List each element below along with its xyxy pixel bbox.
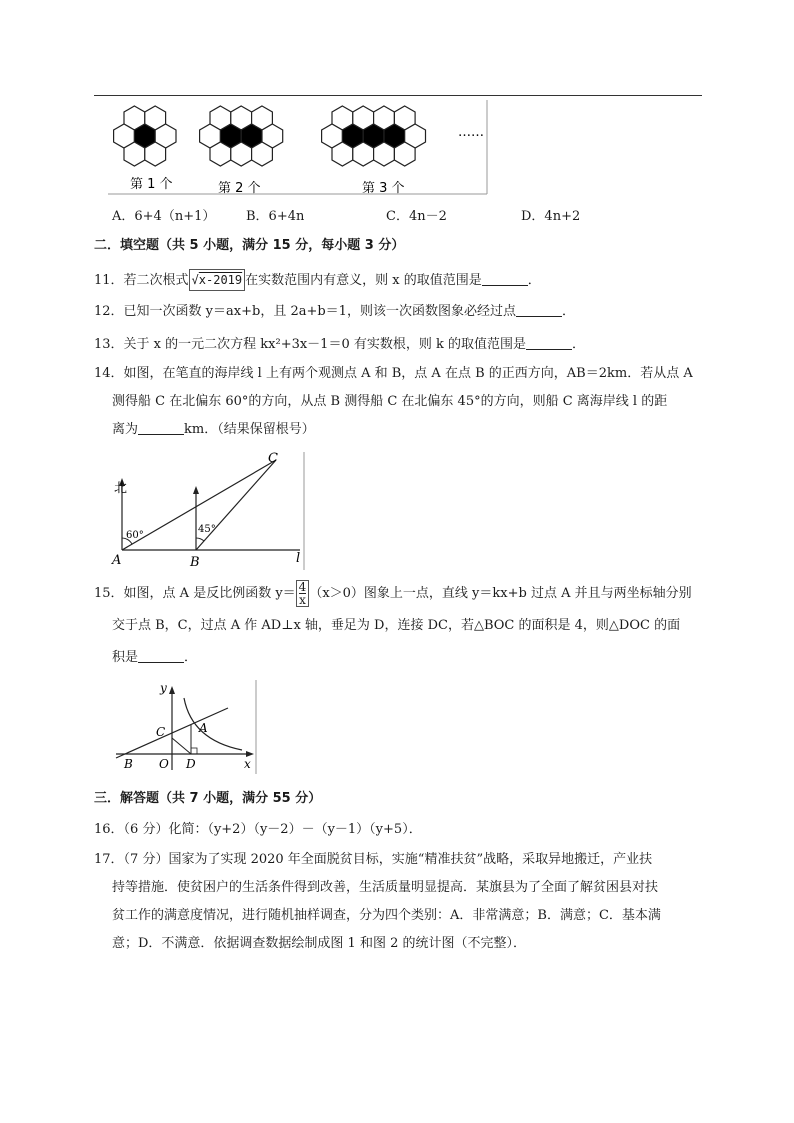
section-2-title: 二．填空题（共 5 小题，满分 15 分，每小题 3 分）: [94, 238, 405, 253]
pattern-label-2: 第 2 个: [218, 181, 261, 196]
hexagon-2: [252, 142, 273, 166]
q14-angle-b: 45°: [198, 524, 216, 535]
section-3-title: 三．解答题（共 7 小题，满分 55 分）: [94, 791, 322, 806]
q14-north-label: 北: [114, 481, 128, 496]
question-15: [94, 580, 704, 672]
question-12: [94, 302, 575, 322]
q11-end: ．: [527, 273, 541, 288]
q11-prefix: 11．若二次根式: [94, 273, 189, 288]
q17-line-4: 意；D．不满意．依据调查数据绘制成图 1 和图 2 的统计图（不完整）．: [112, 936, 526, 951]
q15-line-3-suffix: ．: [184, 650, 198, 665]
question-17: [94, 846, 704, 958]
q10-option-c: C．4n－2: [386, 209, 447, 224]
q12-answer-blank[interactable]: [516, 302, 562, 317]
question-14: [94, 360, 704, 444]
pattern-label-1: 第 1 个: [130, 177, 173, 192]
q14-line-3-suffix: km．（结果保留根号）: [184, 422, 315, 437]
hexagon-pattern-figure: [108, 100, 490, 196]
q14-point-b: B: [190, 555, 200, 570]
q14-line-3-prefix: 离为: [112, 422, 139, 437]
q13-text: 13．关于 x 的一元二次方程 kx²+3x－1＝0 有实数根，则 k 的取值范围是: [94, 337, 527, 352]
q10-option-a: A．6+4（n+1）: [112, 209, 216, 224]
q15-line-1-suffix: （x＞0）图象上一点，直线 y＝kx+b 过点 A 并且与两坐标轴分别: [309, 586, 692, 601]
hexagon-1: [145, 142, 166, 166]
q15-origin-o: O: [159, 757, 169, 771]
q15-point-a: A: [199, 721, 208, 735]
q11-radical-expr: x-2019: [198, 273, 243, 287]
q10-option-d: D．4n+2: [521, 209, 581, 224]
q11-suffix: 在实数范围内有意义，则 x 的取值范围是: [245, 273, 482, 288]
hexagon-3: [374, 142, 395, 166]
q15-fraction-denominator: x: [299, 593, 306, 607]
q15-fraction-numerator: 4: [298, 580, 307, 594]
q15-fraction: [296, 580, 310, 607]
q15-line-2: 交于点 B，C，过点 A 作 AD⊥x 轴，垂足为 D，连接 DC，若△BOC 的面积是 4，则△DOC 的面: [112, 618, 681, 633]
q15-point-c: C: [156, 725, 166, 739]
q15-answer-blank[interactable]: [138, 648, 184, 663]
header-rule: [94, 95, 702, 96]
q15-coordinate-figure: [112, 680, 260, 776]
q14-angle-a: 60°: [126, 530, 144, 541]
hexagon-3: [353, 142, 374, 166]
q10-option-b: B．6+4n: [246, 209, 305, 224]
q13-end: ．: [572, 337, 586, 352]
q11-radical: √x-2019: [189, 269, 246, 291]
question-11: [94, 269, 541, 291]
q14-coastline-figure: [110, 452, 310, 570]
q14-line-1: 14．如图，在笔直的海岸线 l 上有两个观测点 A 和 B，点 A 在点 B 的正西方向，AB＝2km．若从点 A: [94, 366, 693, 381]
q15-line-3: [94, 644, 704, 672]
hexagon-2: [231, 142, 252, 166]
q14-point-c: C: [268, 452, 278, 466]
hexagon-3: [394, 142, 415, 166]
q14-answer-blank[interactable]: [138, 420, 184, 435]
q15-point-b: B: [124, 757, 133, 771]
q12-end: ．: [561, 304, 575, 319]
q12-text: 12．已知一次函数 y＝ax+b，且 2a+b＝1，则该一次函数图象必经过点: [94, 304, 516, 319]
q15-line-1: [94, 580, 704, 608]
q14-point-a: A: [112, 553, 122, 568]
hexagon-3: [332, 142, 353, 166]
pattern-ellipsis: ……: [458, 125, 484, 140]
pattern-label-3: 第 3 个: [362, 181, 405, 196]
q15-axis-x: x: [244, 757, 251, 771]
q15-axis-y: y: [160, 681, 167, 695]
q15-point-d: D: [186, 757, 196, 771]
q11-answer-blank[interactable]: [482, 271, 528, 286]
q15-line-3-prefix: 积是: [112, 650, 139, 665]
hexagon-1: [124, 142, 145, 166]
q14-line-2: 测得船 C 在北偏东 60°的方向，从点 B 测得船 C 在北偏东 45°的方向，则船 C 离海岸线 l 的距: [112, 394, 668, 409]
q17-line-1: 17．（7 分）国家为了实现 2020 年全面脱贫目标，实施“精准扶贫”战略，采取异地搬迁，产业扶: [94, 852, 653, 867]
q15-line-1-prefix: 15．如图，点 A 是反比例函数 y＝: [94, 586, 296, 601]
q14-line-3: [94, 416, 704, 444]
q13-answer-blank[interactable]: [526, 335, 572, 350]
q17-line-3: 贫工作的满意度情况，进行随机抽样调查，分为四个类别：A．非常满意；B．满意；C．基本满: [112, 908, 661, 923]
hexagon-2: [210, 142, 231, 166]
question-16: 16．（6 分）化简：（y+2）（y－2）－（y－1）（y+5）．: [94, 822, 422, 837]
question-13: [94, 335, 585, 355]
q14-line-l: l: [296, 551, 301, 566]
q17-line-2: 持等措施．使贫困户的生活条件得到改善，生活质量明显提高．某旗县为了全面了解贫困县对扶: [112, 880, 659, 895]
